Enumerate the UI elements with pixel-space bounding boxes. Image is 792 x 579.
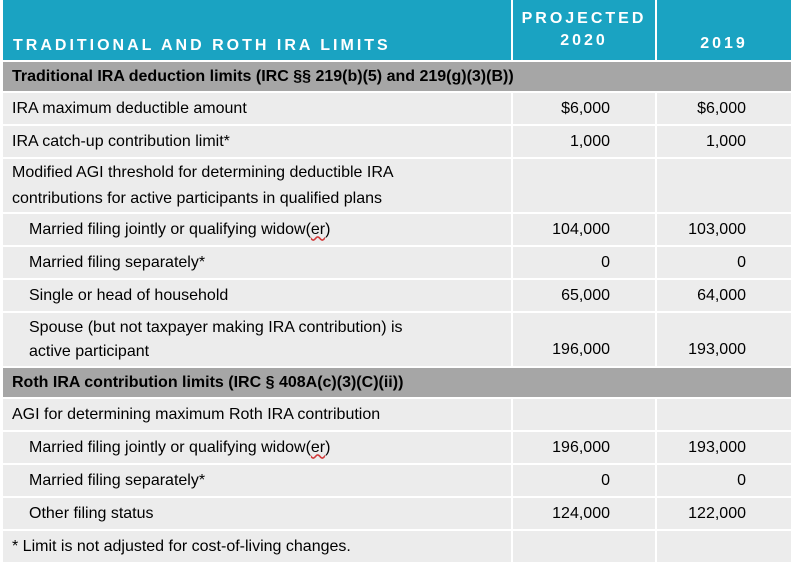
row-label — [3, 213, 512, 246]
table-row — [3, 464, 792, 497]
footnote-cell-2019 — [656, 530, 792, 563]
footnote: * Limit is not adjusted for cost-of-living changes. — [3, 530, 512, 563]
header-row — [3, 0, 792, 61]
value-2019: 103,000 — [656, 213, 792, 246]
table-row — [3, 398, 792, 431]
value-2019 — [656, 398, 792, 431]
row-label: AGI for determining maximum Roth IRA contribution — [3, 398, 512, 431]
section-title: Roth IRA contribution limits (IRC § 408A(c)(3)(C)(ii)) — [3, 367, 792, 398]
value-2019: 193,000 — [656, 312, 792, 367]
row-label-part: ) — [325, 220, 331, 238]
row-label-line1: Modified AGI threshold for determining deductible IRA — [12, 163, 394, 181]
col-header-2019: 2019 — [656, 0, 792, 61]
row-label: Married filing separately* — [3, 246, 512, 279]
row-label: Married filing separately* — [3, 464, 512, 497]
row-label-part: ) — [325, 438, 331, 456]
value-2019: 0 — [656, 246, 792, 279]
value-2019: $6,000 — [656, 92, 792, 125]
table-row — [3, 92, 792, 125]
value-2020: 196,000 — [512, 312, 656, 367]
row-label-part: Married filing jointly or qualifying widow( — [29, 438, 311, 456]
value-2020: 0 — [512, 246, 656, 279]
section-header-roth — [3, 367, 792, 398]
value-2020: 196,000 — [512, 431, 656, 464]
table-row — [3, 497, 792, 530]
row-label: Other filing status — [3, 497, 512, 530]
footnote-row — [3, 530, 792, 563]
value-2020: 0 — [512, 464, 656, 497]
ira-limits-table — [3, 0, 792, 564]
row-label-line1: Spouse (but not taxpayer making IRA contribution) is — [29, 318, 403, 336]
table-row — [3, 213, 792, 246]
row-label-line2: active participant — [29, 342, 150, 360]
col-header-2020-line2: 2020 — [560, 32, 608, 49]
col-header-2020-line1: PROJECTED — [521, 10, 647, 27]
row-label — [3, 312, 512, 367]
value-2020: $6,000 — [512, 92, 656, 125]
value-2020: 1,000 — [512, 125, 656, 158]
row-label: IRA maximum deductible amount — [3, 92, 512, 125]
row-label: Single or head of household — [3, 279, 512, 312]
footnote-cell-2020 — [512, 530, 656, 563]
value-2020: 65,000 — [512, 279, 656, 312]
value-2019: 122,000 — [656, 497, 792, 530]
table-row — [3, 158, 792, 213]
value-2019: 64,000 — [656, 279, 792, 312]
row-label-part: Married filing jointly or qualifying widow( — [29, 220, 311, 238]
table-row — [3, 312, 792, 367]
value-2020 — [512, 398, 656, 431]
value-2020: 104,000 — [512, 213, 656, 246]
value-2019: 0 — [656, 464, 792, 497]
section-title: Traditional IRA deduction limits (IRC §§ 219(b)(5) and 219(g)(3)(B)) — [3, 61, 792, 92]
table-row — [3, 431, 792, 464]
row-label — [3, 158, 512, 213]
row-label: IRA catch-up contribution limit* — [3, 125, 512, 158]
value-2019 — [656, 158, 792, 213]
spellcheck-word: er — [310, 220, 326, 238]
section-header-traditional — [3, 61, 792, 92]
row-label — [3, 431, 512, 464]
value-2019: 1,000 — [656, 125, 792, 158]
table-title: TRADITIONAL AND ROTH IRA LIMITS — [3, 0, 512, 61]
value-2020: 124,000 — [512, 497, 656, 530]
value-2019: 193,000 — [656, 431, 792, 464]
table-row — [3, 279, 792, 312]
value-2020 — [512, 158, 656, 213]
col-header-2020 — [512, 0, 656, 61]
spellcheck-word: er — [310, 438, 326, 456]
row-label-line2: contributions for active participants in qualified plans — [12, 189, 382, 207]
table-row — [3, 125, 792, 158]
table-row — [3, 246, 792, 279]
